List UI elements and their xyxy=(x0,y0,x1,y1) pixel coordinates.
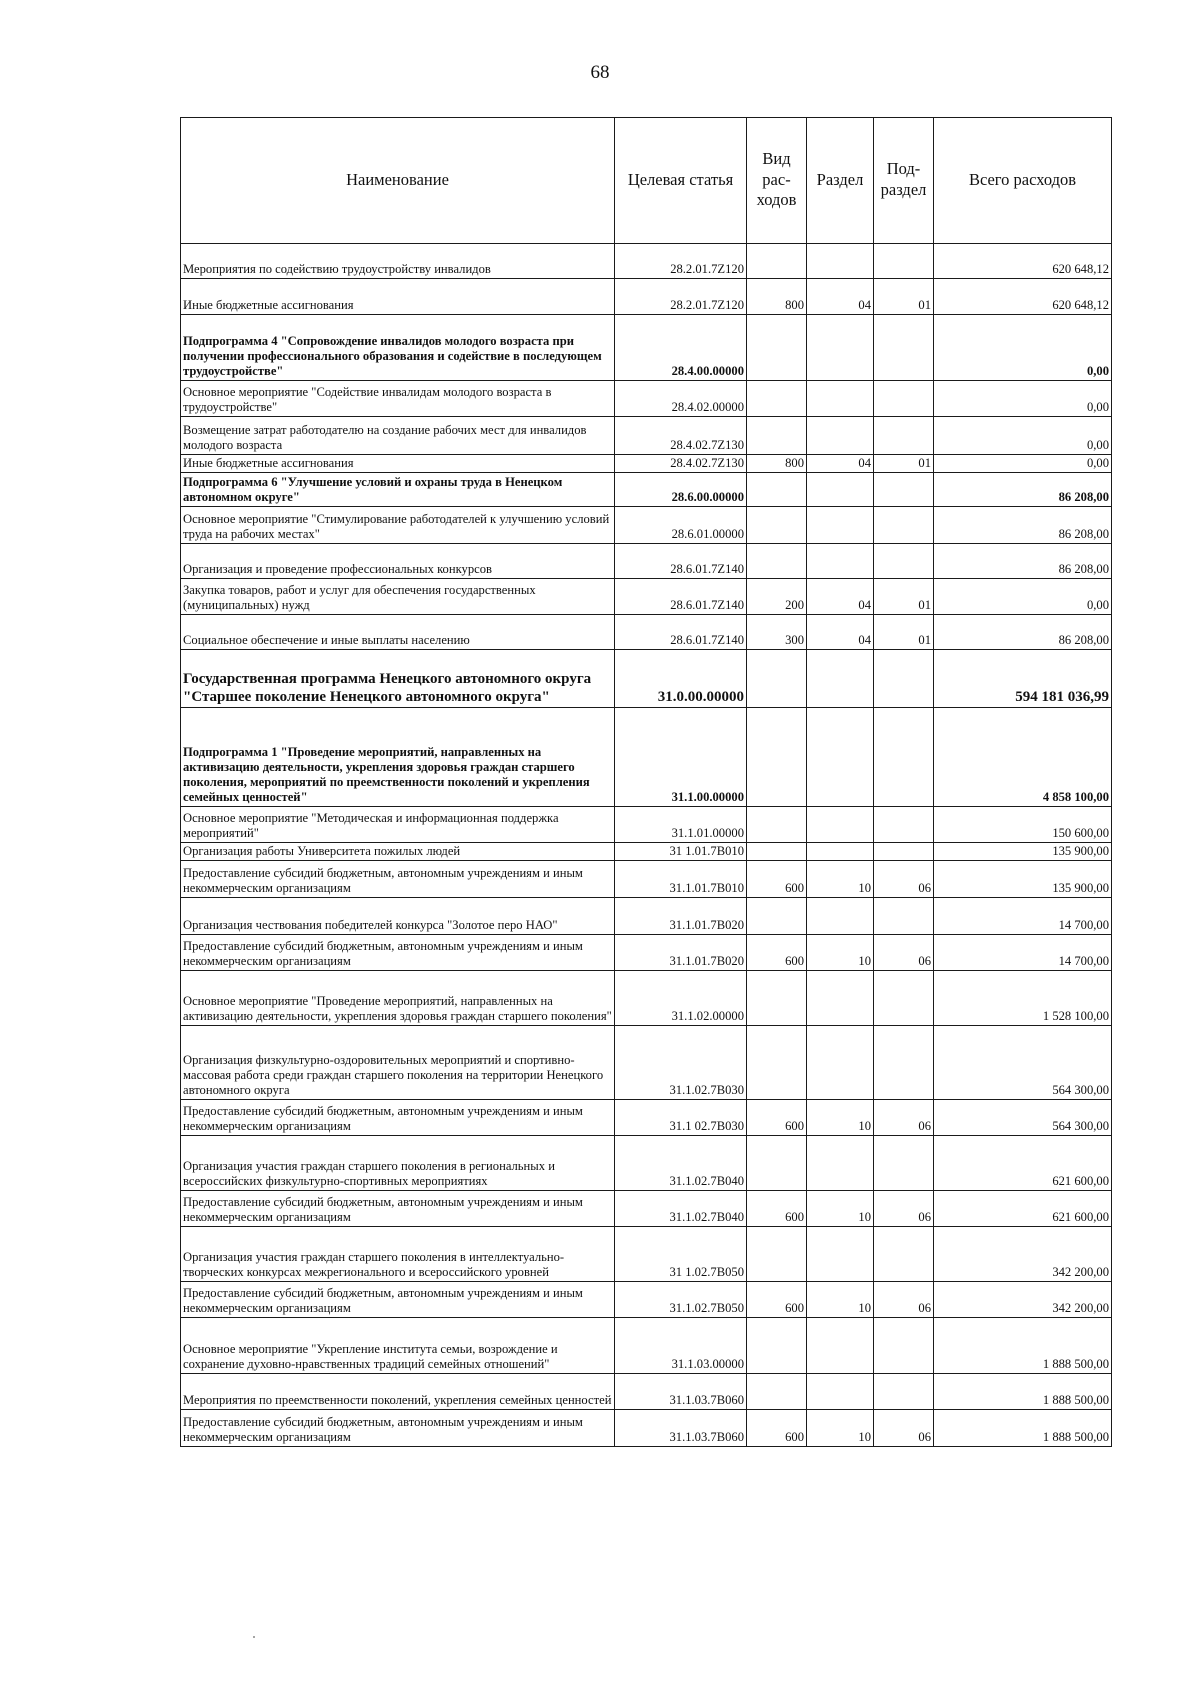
row-subsection: 06 xyxy=(874,1100,934,1136)
row-subsection: 01 xyxy=(874,615,934,650)
row-subsection xyxy=(874,1227,934,1282)
table-row xyxy=(181,1026,1112,1100)
table-row xyxy=(181,615,1112,650)
header-total: Всего расходов xyxy=(934,118,1112,244)
row-section: 04 xyxy=(807,615,874,650)
row-subsection xyxy=(874,971,934,1026)
table-row xyxy=(181,935,1112,971)
row-name: Иные бюджетные ассигнования xyxy=(181,279,615,315)
row-subsection: 06 xyxy=(874,861,934,898)
row-kind xyxy=(747,473,807,507)
table-row xyxy=(181,1136,1112,1191)
row-section xyxy=(807,843,874,861)
row-kind xyxy=(747,1374,807,1410)
row-name: Государственная программа Ненецкого автономного округа "Старшее поколение Ненецкого автономного округа" xyxy=(181,650,615,708)
row-name: Предоставление субсидий бюджетным, автономным учреждениям и иным некоммерческим организациям xyxy=(181,1100,615,1136)
row-name: Предоставление субсидий бюджетным, автономным учреждениям и иным некоммерческим организациям xyxy=(181,1191,615,1227)
row-kind: 300 xyxy=(747,615,807,650)
row-name: Организация участия граждан старшего поколения в интеллектуально-творческих конкурсах межрегионального и всероссийского уровней xyxy=(181,1227,615,1282)
row-total: 564 300,00 xyxy=(934,1026,1112,1100)
row-name: Возмещение затрат работодателю на создание рабочих мест для инвалидов молодого возраста xyxy=(181,417,615,455)
row-section: 10 xyxy=(807,935,874,971)
row-total: 0,00 xyxy=(934,455,1112,473)
table-row xyxy=(181,708,1112,807)
row-subsection xyxy=(874,315,934,381)
row-section xyxy=(807,971,874,1026)
row-section xyxy=(807,1136,874,1191)
row-section xyxy=(807,507,874,544)
header-name: Наименование xyxy=(181,118,615,244)
row-section xyxy=(807,708,874,807)
row-section xyxy=(807,417,874,455)
row-name: Подпрограмма 1 "Проведение мероприятий, направленных на активизацию деятельности, укрепления здоровья граждан старшего поколения, мероприятий по преемственности поколений и укрепления семейных ценностей" xyxy=(181,708,615,807)
row-section xyxy=(807,473,874,507)
row-kind xyxy=(747,843,807,861)
row-code: 28.4.02.00000 xyxy=(615,381,747,417)
row-code: 31 1.02.7В050 xyxy=(615,1227,747,1282)
row-section: 04 xyxy=(807,455,874,473)
row-code: 31.1.01.00000 xyxy=(615,807,747,843)
scan-speck xyxy=(253,1636,255,1638)
row-name: Мероприятия по преемственности поколений, укрепления семейных ценностей xyxy=(181,1374,615,1410)
row-section xyxy=(807,898,874,935)
budget-table xyxy=(180,117,1112,1447)
row-section xyxy=(807,1374,874,1410)
row-kind: 600 xyxy=(747,1282,807,1318)
row-total: 14 700,00 xyxy=(934,935,1112,971)
row-code: 31.1.02.7В030 xyxy=(615,1026,747,1100)
row-name: Организация и проведение профессиональных конкурсов xyxy=(181,544,615,579)
row-section xyxy=(807,315,874,381)
table-row xyxy=(181,898,1112,935)
table-row xyxy=(181,650,1112,708)
row-kind xyxy=(747,807,807,843)
row-total: 135 900,00 xyxy=(934,843,1112,861)
table-row xyxy=(181,1318,1112,1374)
row-kind xyxy=(747,1026,807,1100)
table-row xyxy=(181,244,1112,279)
row-section xyxy=(807,1026,874,1100)
row-section: 10 xyxy=(807,861,874,898)
row-code: 28.4.02.7Z130 xyxy=(615,455,747,473)
header-subsection: Под-раздел xyxy=(874,118,934,244)
row-code: 31.1.02.7В050 xyxy=(615,1282,747,1318)
row-name: Организация участия граждан старшего поколения в региональных и всероссийских физкультурно-спортивных мероприятиях xyxy=(181,1136,615,1191)
row-name: Иные бюджетные ассигнования xyxy=(181,455,615,473)
row-total: 564 300,00 xyxy=(934,1100,1112,1136)
row-subsection xyxy=(874,843,934,861)
row-code: 28.6.01.7Z140 xyxy=(615,579,747,615)
row-total: 620 648,12 xyxy=(934,244,1112,279)
row-total: 1 888 500,00 xyxy=(934,1410,1112,1447)
row-kind xyxy=(747,381,807,417)
table-row xyxy=(181,1410,1112,1447)
row-total: 1 888 500,00 xyxy=(934,1374,1112,1410)
row-section: 10 xyxy=(807,1191,874,1227)
row-kind: 200 xyxy=(747,579,807,615)
row-total: 620 648,12 xyxy=(934,279,1112,315)
row-section xyxy=(807,650,874,708)
row-code: 31.0.00.00000 xyxy=(615,650,747,708)
row-section: 10 xyxy=(807,1410,874,1447)
row-section xyxy=(807,1318,874,1374)
row-subsection xyxy=(874,1318,934,1374)
row-subsection: 06 xyxy=(874,1191,934,1227)
row-subsection: 06 xyxy=(874,1410,934,1447)
row-code: 28.4.00.00000 xyxy=(615,315,747,381)
row-total: 0,00 xyxy=(934,315,1112,381)
row-kind xyxy=(747,650,807,708)
row-kind xyxy=(747,1318,807,1374)
row-kind: 600 xyxy=(747,935,807,971)
table-row xyxy=(181,1100,1112,1136)
row-name: Основное мероприятие "Методическая и информационная поддержка мероприятий" xyxy=(181,807,615,843)
row-kind xyxy=(747,1227,807,1282)
row-name: Основное мероприятие "Проведение мероприятий, направленных на активизацию деятельности, укрепления здоровья граждан старшего поколения" xyxy=(181,971,615,1026)
row-section: 04 xyxy=(807,279,874,315)
row-kind xyxy=(747,315,807,381)
row-code: 31.1.02.7В040 xyxy=(615,1136,747,1191)
row-total: 135 900,00 xyxy=(934,861,1112,898)
row-total: 86 208,00 xyxy=(934,544,1112,579)
row-name: Мероприятия по содействию трудоустройству инвалидов xyxy=(181,244,615,279)
row-code: 31.1.03.7В060 xyxy=(615,1374,747,1410)
row-total: 1 528 100,00 xyxy=(934,971,1112,1026)
row-subsection xyxy=(874,898,934,935)
row-kind: 600 xyxy=(747,861,807,898)
row-code: 28.6.01.00000 xyxy=(615,507,747,544)
row-subsection xyxy=(874,807,934,843)
row-section xyxy=(807,807,874,843)
row-name: Предоставление субсидий бюджетным, автономным учреждениям и иным некоммерческим организациям xyxy=(181,1410,615,1447)
row-code: 28.2.01.7Z120 xyxy=(615,279,747,315)
table-row xyxy=(181,807,1112,843)
row-total: 0,00 xyxy=(934,579,1112,615)
table-row xyxy=(181,455,1112,473)
row-code: 31.1.00.00000 xyxy=(615,708,747,807)
row-section xyxy=(807,544,874,579)
row-name: Социальное обеспечение и иные выплаты населению xyxy=(181,615,615,650)
row-name: Предоставление субсидий бюджетным, автономным учреждениям и иным некоммерческим организациям xyxy=(181,1282,615,1318)
row-name: Основное мероприятие "Стимулирование работодателей к улучшению условий труда на рабочих местах" xyxy=(181,507,615,544)
row-total: 1 888 500,00 xyxy=(934,1318,1112,1374)
header-kind: Вид рас-ходов xyxy=(747,118,807,244)
row-code: 28.4.02.7Z130 xyxy=(615,417,747,455)
row-kind: 800 xyxy=(747,279,807,315)
row-kind xyxy=(747,1136,807,1191)
row-code: 31 1.01.7В010 xyxy=(615,843,747,861)
row-code: 31.1 02.7В030 xyxy=(615,1100,747,1136)
row-section xyxy=(807,381,874,417)
row-subsection xyxy=(874,650,934,708)
row-section: 10 xyxy=(807,1282,874,1318)
row-code: 31.1.03.7В060 xyxy=(615,1410,747,1447)
row-subsection xyxy=(874,1374,934,1410)
row-total: 86 208,00 xyxy=(934,615,1112,650)
row-subsection xyxy=(874,1136,934,1191)
row-kind: 600 xyxy=(747,1100,807,1136)
row-kind xyxy=(747,898,807,935)
row-total: 150 600,00 xyxy=(934,807,1112,843)
row-subsection: 06 xyxy=(874,1282,934,1318)
row-subsection xyxy=(874,708,934,807)
row-subsection xyxy=(874,381,934,417)
row-code: 31.1.02.00000 xyxy=(615,971,747,1026)
row-subsection: 01 xyxy=(874,455,934,473)
row-name: Основное мероприятие "Укрепление института семьи, возрождение и сохранение духовно-нравственных традиций семейных отношений" xyxy=(181,1318,615,1374)
row-code: 31.1.01.7В010 xyxy=(615,861,747,898)
header-target: Целевая статья xyxy=(615,118,747,244)
row-total: 342 200,00 xyxy=(934,1227,1112,1282)
row-name: Основное мероприятие "Содействие инвалидам молодого возраста в трудоустройстве" xyxy=(181,381,615,417)
row-total: 86 208,00 xyxy=(934,473,1112,507)
row-subsection: 06 xyxy=(874,935,934,971)
row-kind: 600 xyxy=(747,1410,807,1447)
row-kind xyxy=(747,507,807,544)
row-section: 10 xyxy=(807,1100,874,1136)
row-name: Организация чествования победителей конкурса "Золотое перо НАО" xyxy=(181,898,615,935)
row-total: 621 600,00 xyxy=(934,1136,1112,1191)
row-kind xyxy=(747,971,807,1026)
table-row xyxy=(181,507,1112,544)
header-row xyxy=(181,118,1112,244)
row-name: Организация физкультурно-оздоровительных мероприятий и спортивно-массовая работа среди граждан старшего поколения на территории Ненецкого автономного округа xyxy=(181,1026,615,1100)
row-total: 4 858 100,00 xyxy=(934,708,1112,807)
page-number: 68 xyxy=(590,62,610,83)
table-row xyxy=(181,1191,1112,1227)
row-total: 0,00 xyxy=(934,381,1112,417)
table-row xyxy=(181,381,1112,417)
table-row xyxy=(181,861,1112,898)
row-kind: 600 xyxy=(747,1191,807,1227)
header-section: Раздел xyxy=(807,118,874,244)
row-name: Закупка товаров, работ и услуг для обеспечения государственных (муниципальных) нужд xyxy=(181,579,615,615)
row-subsection xyxy=(874,244,934,279)
row-subsection xyxy=(874,507,934,544)
row-code: 28.6.01.7Z140 xyxy=(615,615,747,650)
row-total: 14 700,00 xyxy=(934,898,1112,935)
row-code: 28.2.01.7Z120 xyxy=(615,244,747,279)
table-row xyxy=(181,1374,1112,1410)
table-row xyxy=(181,279,1112,315)
table-row xyxy=(181,579,1112,615)
row-subsection: 01 xyxy=(874,579,934,615)
row-kind: 800 xyxy=(747,455,807,473)
table-row xyxy=(181,971,1112,1026)
row-section xyxy=(807,244,874,279)
table-row xyxy=(181,544,1112,579)
row-code: 31.1.02.7В040 xyxy=(615,1191,747,1227)
row-name: Предоставление субсидий бюджетным, автономным учреждениям и иным некоммерческим организациям xyxy=(181,935,615,971)
table-row xyxy=(181,315,1112,381)
row-subsection xyxy=(874,473,934,507)
row-total: 0,00 xyxy=(934,417,1112,455)
row-kind xyxy=(747,708,807,807)
row-subsection: 01 xyxy=(874,279,934,315)
row-total: 86 208,00 xyxy=(934,507,1112,544)
row-total: 594 181 036,99 xyxy=(934,650,1112,708)
row-total: 621 600,00 xyxy=(934,1191,1112,1227)
row-section xyxy=(807,1227,874,1282)
row-name: Подпрограмма 4 "Сопровождение инвалидов молодого возраста при получении профессионального образования и содействие в последующем трудоустройстве" xyxy=(181,315,615,381)
row-name: Организация работы Университета пожилых людей xyxy=(181,843,615,861)
row-name: Предоставление субсидий бюджетным, автономным учреждениям и иным некоммерческим организациям xyxy=(181,861,615,898)
row-code: 28.6.01.7Z140 xyxy=(615,544,747,579)
row-kind xyxy=(747,417,807,455)
row-subsection xyxy=(874,544,934,579)
row-code: 31.1.01.7В020 xyxy=(615,935,747,971)
row-code: 28.6.00.00000 xyxy=(615,473,747,507)
row-subsection xyxy=(874,417,934,455)
table-row xyxy=(181,473,1112,507)
table-row xyxy=(181,843,1112,861)
row-section: 04 xyxy=(807,579,874,615)
row-kind xyxy=(747,544,807,579)
row-name: Подпрограмма 6 "Улучшение условий и охраны труда в Ненецком автономном округе" xyxy=(181,473,615,507)
row-total: 342 200,00 xyxy=(934,1282,1112,1318)
row-code: 31.1.01.7В020 xyxy=(615,898,747,935)
table-row xyxy=(181,1282,1112,1318)
table-row xyxy=(181,1227,1112,1282)
row-kind xyxy=(747,244,807,279)
table-row xyxy=(181,417,1112,455)
row-subsection xyxy=(874,1026,934,1100)
row-code: 31.1.03.00000 xyxy=(615,1318,747,1374)
